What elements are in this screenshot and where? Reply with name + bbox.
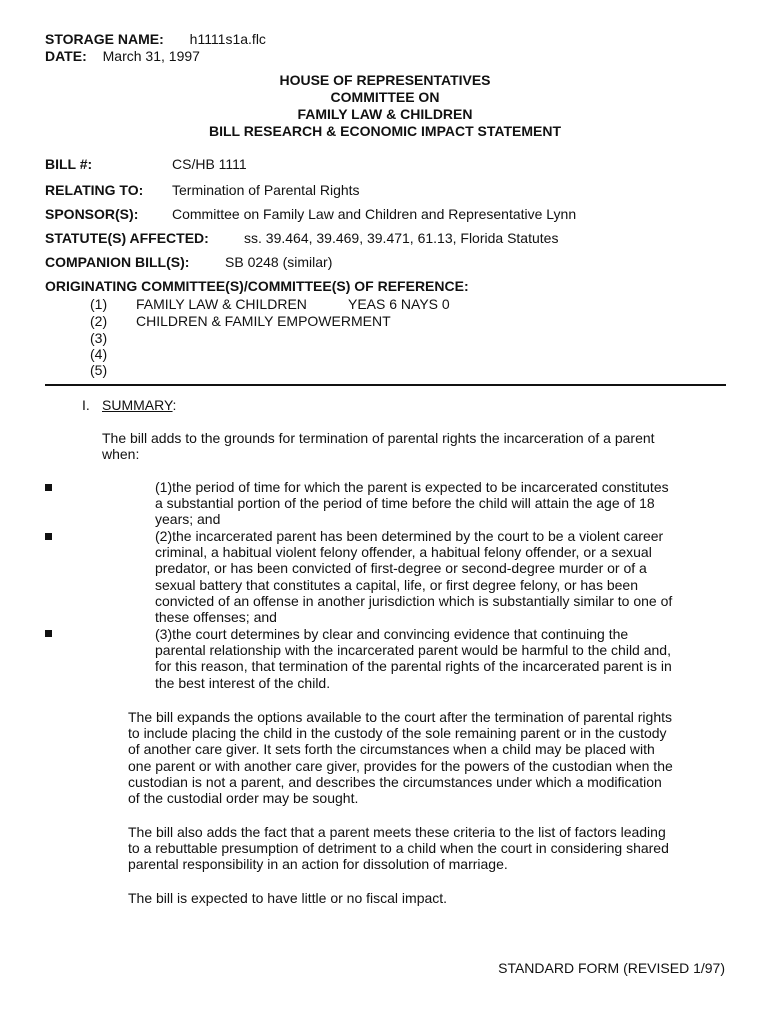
- summary-paragraph-4: The bill is expected to have little or no fiscal impact.: [128, 890, 448, 906]
- sponsor-value: Committee on Family Law and Children and Representative Lynn: [172, 206, 577, 222]
- summary-numeral: I.: [82, 397, 90, 413]
- form-footer: STANDARD FORM (REVISED 1/97): [498, 960, 725, 976]
- committee-num: (5): [90, 362, 108, 378]
- summary-intro: The bill adds to the grounds for termination of parental rights the incarceration of a parent when:: [102, 430, 655, 463]
- summary-paragraph-2: The bill expands the options available to the court after the termination of parental rights to include placing the child in the custody of the sole remaining parent or in the custody of another care giver. It sets forth the circumstances when a child may be placed with one parent or with another care giver, provides for the powers of the custodian when the custodian is not a parent, and describes the circumstances under which a modification of the custodial order may be sought.: [128, 709, 673, 807]
- section-divider: [45, 384, 726, 386]
- committee-num: (3): [90, 330, 108, 346]
- bullet-marker: [45, 533, 52, 540]
- storage-name-line: STORAGE NAME: h1111s1a.flc: [45, 31, 266, 47]
- storage-name-value: h1111s1a.flc: [189, 31, 266, 47]
- committee-vote: YEAS 6 NAYS 0: [348, 296, 450, 312]
- title-line-3: FAMILY LAW & CHILDREN: [297, 106, 473, 122]
- committee-num: (1): [90, 296, 108, 312]
- title-line-4: BILL RESEARCH & ECONOMIC IMPACT STATEMENT: [208, 123, 562, 139]
- summary-heading: SUMMARY:: [102, 397, 177, 413]
- bullet-item-3: (3)the court determines by clear and convincing evidence that continuing the parental relationship with the incarcerated parent would be harmful to the child and, for this reason, that termination of the parental rights of the incarcerated parent is in the best interest of the child.: [155, 626, 672, 691]
- title-line-1: HOUSE OF REPRESENTATIVES: [279, 72, 491, 88]
- bullet-marker: [45, 484, 52, 491]
- bullet-item-1: (1)the period of time for which the parent is expected to be incarcerated constitutes a substantial portion of the period of time before the child will attain the age of 18 years; and: [155, 479, 669, 528]
- bullet-marker: [45, 630, 52, 637]
- date-label: DATE: [45, 48, 83, 64]
- sponsor-label: SPONSOR(S):: [45, 206, 139, 222]
- date-value: March 31, 1997: [102, 48, 200, 64]
- title-line-2: COMMITTEE ON: [330, 89, 440, 105]
- committees-heading: ORIGINATING COMMITTEE(S)/COMMITTEE(S) OF REFERENCE:: [45, 278, 469, 294]
- committee-num: (4): [90, 346, 108, 362]
- relating-label: RELATING TO:: [45, 182, 144, 198]
- relating-value: Termination of Parental Rights: [172, 182, 360, 198]
- storage-name-label: STORAGE NAME: [45, 31, 160, 47]
- statutes-value: ss. 39.464, 39.469, 39.471, 61.13, Florida Statutes: [244, 230, 559, 246]
- bill-value: CS/HB 1111: [172, 156, 247, 172]
- committee-name: CHILDREN & FAMILY EMPOWERMENT: [136, 313, 391, 329]
- bill-label: BILL #:: [45, 156, 93, 172]
- date-line: DATE: March 31, 1997: [45, 48, 200, 64]
- committee-num: (2): [90, 313, 108, 329]
- companion-label: COMPANION BILL(S):: [45, 254, 190, 270]
- bullet-item-2: (2)the incarcerated parent has been determined by the court to be a violent career criminal, a habitual violent felony offender, a habitual felony offender, or a sexual predator, or has been convicted of first-degree or second-degree murder or of a sexual battery that constitutes a capital, life, or first degree felony, or has been convicted of an offense in another jurisdiction which is substantially similar to one of these offenses; and: [155, 528, 673, 626]
- committee-name: FAMILY LAW & CHILDREN: [136, 296, 307, 312]
- statutes-label: STATUTE(S) AFFECTED:: [45, 230, 209, 246]
- summary-paragraph-3: The bill also adds the fact that a parent meets these criteria to the list of factors leading to a rebuttable presumption of detriment to a child when the court in considering shared parental responsibility in an action for dissolution of marriage.: [128, 824, 669, 873]
- companion-value: SB 0248 (similar): [225, 254, 333, 270]
